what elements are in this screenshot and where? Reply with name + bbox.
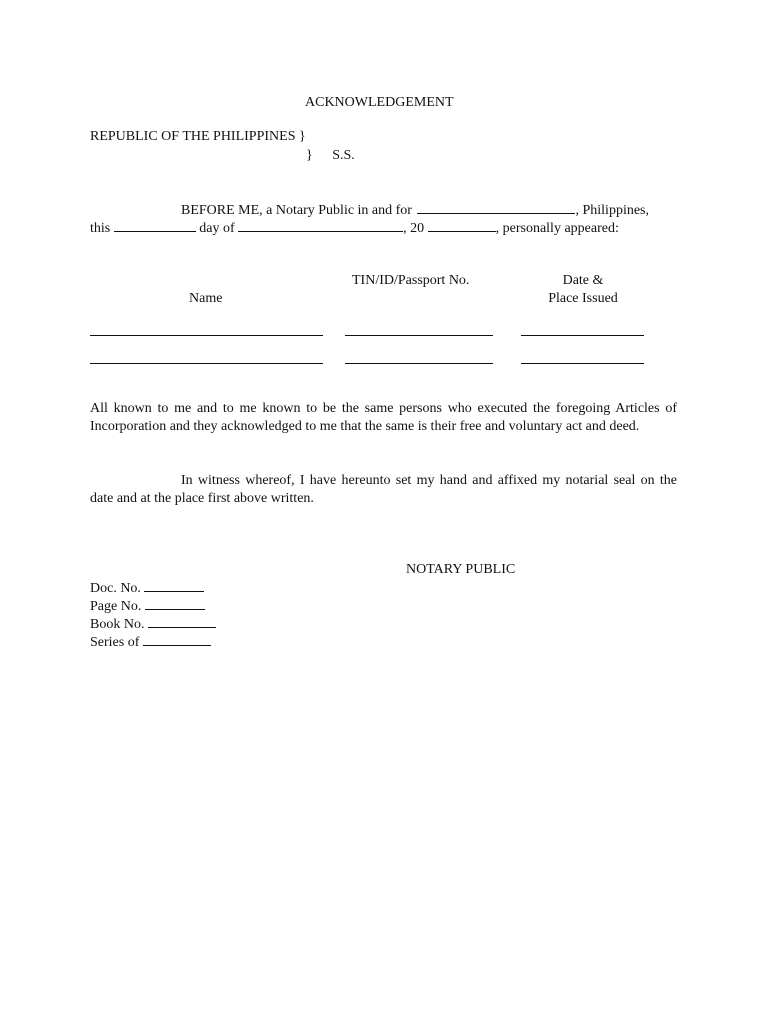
month-blank[interactable] bbox=[238, 219, 403, 232]
intro-twenty: , 20 bbox=[403, 221, 425, 236]
document-title: ACKNOWLEDGEMENT bbox=[305, 95, 454, 110]
venue-republic bbox=[90, 128, 306, 146]
intro-philippines: , Philippines, bbox=[575, 203, 649, 218]
record-series-label: Series of bbox=[90, 635, 140, 650]
venue-brace-bottom: } bbox=[306, 148, 313, 163]
page-no-blank[interactable] bbox=[145, 597, 205, 610]
book-no-blank[interactable] bbox=[148, 615, 216, 628]
notary-place-blank[interactable] bbox=[417, 201, 575, 214]
ss-label: S.S. bbox=[332, 148, 355, 163]
row1-name-line[interactable] bbox=[90, 335, 323, 336]
row2-name-line[interactable] bbox=[90, 363, 323, 364]
day-blank[interactable] bbox=[114, 219, 196, 232]
doc-no-blank[interactable] bbox=[144, 579, 204, 592]
intro-before-me: BEFORE ME, a Notary Public in and for bbox=[181, 203, 412, 218]
witness-text: In witness whereof, I have hereunto set my hand and affixed my notarial seal on the date and at the place first above written. bbox=[90, 473, 677, 506]
intro-personally-appeared: , personally appeared: bbox=[495, 221, 619, 236]
record-book-label: Book No. bbox=[90, 617, 145, 632]
header-date-line1: Date & bbox=[562, 273, 604, 288]
header-name: Name bbox=[189, 291, 223, 306]
venue-ss-line bbox=[306, 147, 355, 165]
intro-day-of: day of bbox=[199, 221, 235, 236]
notary-public-label: NOTARY PUBLIC bbox=[406, 562, 516, 577]
series-blank[interactable] bbox=[143, 633, 211, 646]
record-series bbox=[90, 633, 211, 652]
header-date-line2: Place Issued bbox=[548, 291, 618, 306]
record-page bbox=[90, 597, 205, 616]
venue-brace-top: } bbox=[299, 129, 306, 144]
witness-paragraph bbox=[90, 472, 677, 508]
header-tin: TIN/ID/Passport No. bbox=[352, 273, 470, 288]
row2-tin-line[interactable] bbox=[345, 363, 493, 364]
intro-this: this bbox=[90, 221, 111, 236]
record-doc bbox=[90, 579, 204, 598]
statement-paragraph: All known to me and to me known to be the same persons who executed the foregoing Articles of Incorporation and they acknowledged to me that the same is their free and voluntary act and deed. bbox=[90, 401, 677, 434]
row1-date-line[interactable] bbox=[521, 335, 644, 336]
record-book bbox=[90, 615, 216, 634]
row1-tin-line[interactable] bbox=[345, 335, 493, 336]
year-blank[interactable] bbox=[428, 219, 496, 232]
intro-line-1 bbox=[181, 201, 649, 220]
record-page-label: Page No. bbox=[90, 599, 142, 614]
row2-date-line[interactable] bbox=[521, 363, 644, 364]
republic-label: REPUBLIC OF THE PHILIPPINES bbox=[90, 129, 296, 144]
intro-line-2 bbox=[90, 219, 619, 238]
record-doc-label: Doc. No. bbox=[90, 581, 141, 596]
